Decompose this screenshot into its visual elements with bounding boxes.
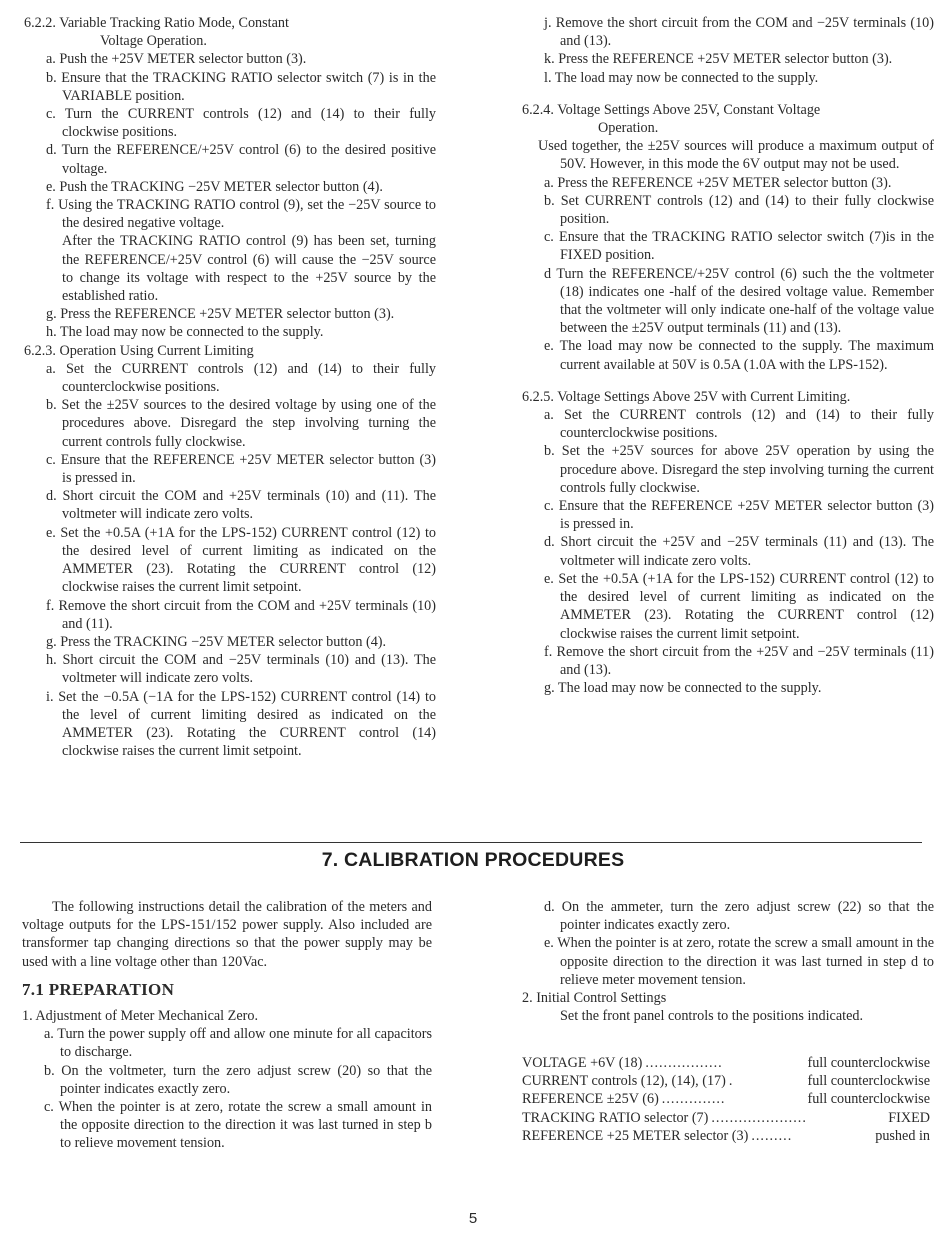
leader-dots: ..................... [711, 1109, 807, 1126]
setting-value: full counterclockwise [807, 1091, 930, 1108]
list-item: e. Push the TRACKING −25V METER selector button (4). [46, 178, 383, 195]
setting-label: REFERENCE ±25V (6) [522, 1091, 659, 1108]
list-item: j. Remove the short circuit from the COM and −25V terminals (10) and (13). [544, 15, 934, 50]
note-paragraph: Set the front panel controls to the positions indicated. [560, 1008, 864, 1025]
heading-text: 6.2.5. Voltage Settings Above 25V with Current Limiting. [522, 388, 851, 405]
spacer [522, 374, 934, 388]
setting-label: VOLTAGE +6V (18) [522, 1055, 643, 1071]
list-item: g. Press the REFERENCE +25V METER selector button (3). [46, 306, 395, 323]
leader-dots: ................. [645, 1055, 723, 1071]
section-divider [20, 842, 922, 843]
list-item: h. The load may now be connected to the supply. [46, 324, 324, 341]
subsection-heading [24, 14, 436, 50]
subsection-heading [522, 388, 934, 406]
note-paragraph: Used together, the ±25V sources will produce a maximum output of 50V. However, in this mode the 6V output may not be used. [538, 138, 934, 173]
list-item: e. The load may now be connected to the supply. The maximum current available at 50V is 0.5A (1.0A with the LPS-152). [544, 338, 934, 373]
list-item: b. On the voltmeter, turn the zero adjust screw (20) so that the pointer indicates exactly zero. [44, 1062, 432, 1097]
list-item: d. Short circuit the COM and +25V terminals (10) and (11). The voltmeter will indicate zero volts. [46, 488, 436, 523]
control-settings-table [522, 1054, 930, 1145]
right-column [522, 14, 934, 697]
preparation-heading: 7.1 PREPARATION [22, 979, 175, 999]
list-item: c. Ensure that the REFERENCE +25V METER selector button (3) is pressed in. [46, 451, 436, 487]
list-item: e. Set the +0.5A (+1A for the LPS-152) CURRENT control (12) to the desired level of current limiting as indicated on the AMMETER (23). Rotating the CURRENT control (12) clockwise raises the current limit setpoint. [46, 524, 436, 596]
note-paragraph: After the TRACKING RATIO control (9) has been set, turning the REFERENCE/+25V control (6) will cause the −25V source to change its voltage with respect to the +25V source by the established ratio. [62, 233, 436, 305]
list-item: c. Ensure that the REFERENCE +25V METER selector button (3) is pressed in. [544, 498, 934, 533]
list-item: b. Set the ±25V sources to the desired voltage by using one of the procedures above. Disregard the step involving turning the current controls fully clockwise. [46, 397, 436, 450]
list-item: g. The load may now be connected to the supply. [544, 680, 822, 697]
subsection-heading [522, 989, 934, 1007]
leader-dots: ......... [751, 1127, 793, 1144]
bottom-right-column [522, 898, 934, 1025]
heading-text: 6.2.4. Voltage Settings Above 25V, Constant Voltage [522, 101, 821, 118]
list-item: e. When the pointer is at zero, rotate the screw a small amount in the opposite direction to the direction it was last turned in step d to relieve meter movement tension. [544, 935, 934, 988]
list-item: b. Set CURRENT controls (12) and (14) to their fully clockwise position. [544, 192, 934, 228]
heading-text: 1. Adjustment of Meter Mechanical Zero. [22, 1008, 258, 1025]
heading-continuation: Voltage Operation. [100, 33, 207, 50]
setting-value: pushed in [875, 1127, 930, 1144]
list-item: a. Press the REFERENCE +25V METER selector button (3). [544, 174, 892, 191]
list-item: e. Set the +0.5A (+1A for the LPS-152) CURRENT control (12) to the desired level of current limiting as indicated on the AMMETER (23). Rotating the CURRENT control (12) clockwise raises the current limit setpoint. [544, 570, 934, 642]
setting-row [522, 1072, 930, 1090]
list-item: c. When the pointer is at zero, rotate the screw a small amount in the opposite direction to the direction it was last turned in step b to relieve movement tension. [44, 1099, 432, 1152]
heading-text: 6.2.2. Variable Tracking Ratio Mode, Constant [24, 15, 289, 31]
list-item: a. Set the CURRENT controls (12) and (14) to their fully counterclockwise positions. [46, 360, 436, 396]
list-item: g. Press the TRACKING −25V METER selector button (4). [46, 633, 387, 650]
setting-value: full counterclockwise [807, 1055, 930, 1071]
heading-text: 2. Initial Control Settings [522, 990, 667, 1007]
list-item: a. Push the +25V METER selector button (3). [46, 51, 307, 68]
list-item: d Turn the REFERENCE/+25V control (6) such the the voltmeter (18) indicates one -half of the desired voltage value. Remember that the voltmeter will only indicate one-half of the voltage value between the ±25V output terminals (11) and (13). [544, 265, 934, 337]
spacer [522, 87, 934, 101]
list-item: f. Remove the short circuit from the COM and +25V terminals (10) and (11). [46, 597, 436, 632]
setting-value: FIXED [888, 1109, 930, 1126]
list-item: f. Using the TRACKING RATIO control (9), set the −25V source to the desired negative voltage. [46, 197, 436, 232]
setting-row [522, 1054, 930, 1072]
setting-row [522, 1127, 930, 1145]
heading-text: 6.2.3. Operation Using Current Limiting [24, 342, 254, 359]
setting-label: REFERENCE +25 METER selector (3) [522, 1127, 749, 1144]
subsection-heading [522, 101, 934, 137]
setting-label: CURRENT controls (12), (14), (17) [522, 1073, 726, 1090]
list-item: k. Press the REFERENCE +25V METER selector button (3). [544, 51, 893, 68]
leader-dots: .............. [661, 1091, 726, 1108]
setting-value: full counterclockwise [807, 1073, 930, 1090]
list-item: a. Turn the power supply off and allow one minute for all capacitors to discharge. [44, 1026, 432, 1061]
list-item: a. Set the CURRENT controls (12) and (14) to their fully counterclockwise positions. [544, 407, 934, 442]
list-item: l. The load may now be connected to the supply. [544, 69, 819, 86]
setting-row [522, 1090, 930, 1108]
bottom-left-column [22, 898, 432, 1153]
list-item: d. On the ammeter, turn the zero adjust screw (22) so that the pointer indicates exactly zero. [544, 899, 934, 934]
list-item: c. Ensure that the TRACKING RATIO selector switch (7)is in the FIXED position. [544, 229, 934, 264]
section-title: 7. CALIBRATION PROCEDURES [321, 849, 625, 871]
list-item: h. Short circuit the COM and −25V terminals (10) and (13). The voltmeter will indicate zero volts. [46, 652, 436, 687]
list-item: d. Short circuit the +25V and −25V terminals (11) and (13). The voltmeter will indicate zero volts. [544, 534, 934, 569]
leader-dots: . [728, 1073, 734, 1090]
list-item: i. Set the −0.5A (−1A for the LPS-152) CURRENT control (14) to the level of current limiting desired as indicated on the AMMETER (23). Rotating the CURRENT control (14) clockwise raises the current limit setpoint. [46, 688, 436, 760]
list-item: b. Ensure that the TRACKING RATIO selector switch (7) is in the VARIABLE position. [46, 69, 436, 104]
subsection-heading [24, 342, 436, 360]
heading-continuation: Operation. [598, 120, 659, 137]
page-number: 5 [468, 1210, 478, 1227]
list-item: b. Set the +25V sources for above 25V operation by using the procedure above. Disregard the step involving turning the current controls fully clockwise. [544, 443, 934, 496]
subsection-heading [22, 1007, 432, 1025]
setting-row [522, 1109, 930, 1127]
list-item: d. Turn the REFERENCE/+25V control (6) to the desired positive voltage. [46, 142, 436, 177]
list-item: c. Turn the CURRENT controls (12) and (14) to their fully clockwise positions. [46, 106, 436, 141]
setting-label: TRACKING RATIO selector (7) [522, 1109, 709, 1126]
list-item: f. Remove the short circuit from the +25V and −25V terminals (11) and (13). [544, 643, 934, 678]
left-column [24, 14, 436, 760]
intro-paragraph: The following instructions detail the calibration of the meters and voltage outputs for the LPS-151/152 power supply. Also included are transformer tap changing directions so that the power supply may be used with a line voltage other than 120Vac. [22, 899, 432, 970]
